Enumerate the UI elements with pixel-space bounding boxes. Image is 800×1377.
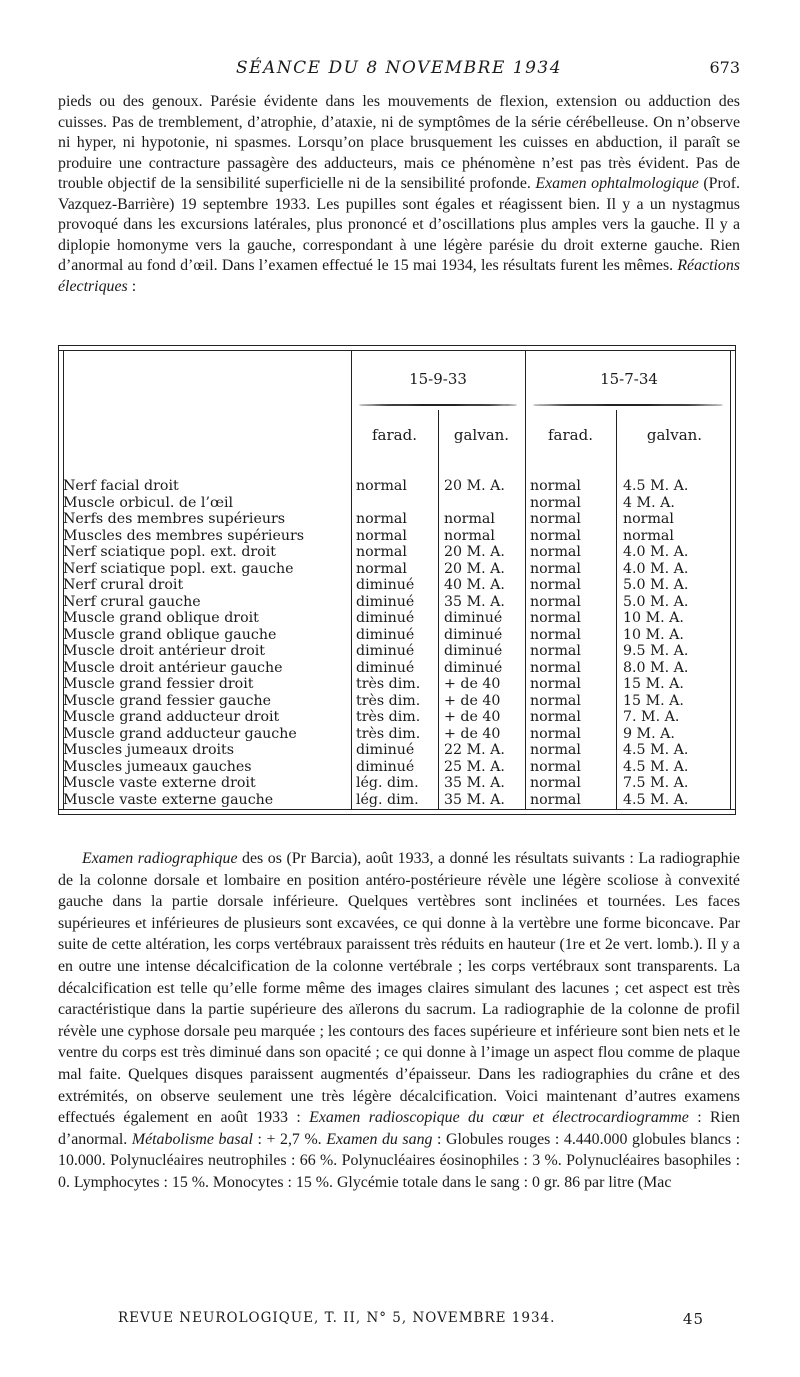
running-header [58,58,740,82]
table-row [59,594,735,611]
cell-farad-1934: normal [530,626,581,643]
cell-galvan-1934: 5.0 M. A. [623,593,689,610]
para1-text-b: (Prof. Vazquez-Barrière) 19 septembre 1933. Les pupilles sont égales et réagissent bien. Il y a un nystagmus provoqué dans les excursions latérales, plus prononcé et d’oscillations plus amples vers la gauche. Il y a diplopie homonyme vers la gauche, correspondant à une légère parésie du droit externe gauche. Rien d’anormal au fond d’œil. Dans l’examen effectué le 15 mai 1934, les résultats furent les mêmes. [58,175,740,274]
cell-farad-1933: normal [356,527,407,544]
cell-farad-1933: normal [356,511,407,527]
cell-galvan-1934: 15 M. A. [623,676,684,692]
table-row [59,528,735,545]
cell-farad-1934: normal [530,593,581,610]
cell-farad-1933: diminué [356,593,415,610]
table-bottom-double-rule [59,809,735,810]
row-label: Muscle grand adducteur droit [63,709,280,725]
para1-italic-electric: Réactions électriques [58,257,740,295]
cell-galvan-1934: 7. M. A. [623,709,680,725]
paragraph-radiographic-exam [58,848,740,1194]
cell-galvan-1934: 4.5 M. A. [623,742,689,758]
cell-galvan-1934: normal [623,527,674,544]
cell-galvan-1934: 4 M. A. [623,494,675,511]
subheader-galvan-1: galvan. [453,426,510,444]
date-brace-2 [533,404,723,406]
cell-farad-1934: normal [530,560,581,577]
cell-galvan-1934: 5.0 M. A. [623,577,689,593]
cell-galvan-1933: normal [444,527,495,544]
date-brace-1 [359,404,517,406]
table-row [59,627,735,644]
table-row [59,544,735,561]
row-label: Nerf crural droit [63,577,184,593]
cell-galvan-1933: 20 M. A. [444,560,505,577]
cell-farad-1933: normal [356,478,407,494]
cell-galvan-1934: 4.0 M. A. [623,560,689,577]
para2-text-d: : Globules rouges : 4.440.000 globules blancs : 10.000. Polynucléaires neutrophiles : 66 %. Polynucléaires éosinophiles : 3 %. Polynucléaires basophiles : 0. Lymphocytes : 15 %. Monocytes : 15 %. Glycémie totale dans le sang : 0 gr. 86 par litre (Mac [58,1130,740,1191]
cell-farad-1934: normal [530,544,581,560]
table-row [59,643,735,660]
subheader-farad-2: farad. [548,426,593,444]
table-row [59,478,735,495]
electrical-reactions-table [58,345,736,815]
cell-farad-1933: lég. dim. [356,775,419,791]
table-row [59,577,735,594]
para2-text-b: : Rien d’anormal. [58,1109,740,1148]
para2-text-a: des os (Pr Barcia), août 1933, a donné les résultats suivants : La radiographie de la colonne dorsale et lombaire en position antéro-postérieure révèle une légère scoliose à convexité gauche dans la partie dorsale inférieure. Quelques vertèbres sont inclinées et tournées. Les faces supérieures et inférieures de plusieurs sont excavées, ce qui donne à la vertèbre une forme biconcave. Par suite de cette altération, les corps vertébraux paraissent très réduits en hauteur (1re et 2e vert. lomb.). Il y a en outre une intense décalcification de la colonne vertébrale ; les corps vertébraux sont transparents. La décalcification est telle qu’elle forme même des images claires simulant des lacunes ; cet aspect est très caractéristique dans la partie supérieure des aïlerons du sacrum. La radiographie de la colonne de profil révèle une cyphose dorsale peu marquée ; les contours des faces supérieure et inférieure sont bien nets et le ventre du corps est très diminué dans son opacité ; ce qui donne à l’image un aspect flou comme de plaque mal faite. Quelques disques paraissent augmentés d’épaisseur. Dans les radiographies du crâne et des extrémités, on observe seulement une très légère décalcification. Voici maintenant d’autres examens effectués également en août 1933 : [58,850,740,1127]
subheader-farad-1: farad. [372,426,417,444]
cell-galvan-1933: 35 M. A. [444,593,505,610]
cell-farad-1934: normal [530,643,581,659]
cell-galvan-1933: diminué [444,626,503,643]
para2-italic-radiographic: Examen radiographique [82,850,238,867]
para2-italic-blood: Examen du sang [326,1130,433,1148]
row-label: Muscles jumeaux gauches [63,758,252,775]
cell-farad-1934: normal [530,758,581,775]
date-header-2: 15-7-34 [600,370,658,388]
cell-galvan-1933: + de 40 [444,709,501,725]
cell-galvan-1934: 4.5 M. A. [623,791,689,808]
cell-farad-1934: normal [530,527,581,544]
row-label: Muscle grand adducteur gauche [63,725,297,742]
date-header-1: 15-9-33 [409,370,467,388]
paragraph-clinical-exam [58,92,740,297]
cell-galvan-1934: 4.5 M. A. [623,758,689,775]
cell-farad-1933: diminué [356,742,415,758]
table-top-double-rule [59,350,735,351]
cell-farad-1933: normal [356,560,407,577]
cell-farad-1933: diminué [356,758,415,775]
cell-farad-1934: normal [530,676,581,692]
row-label: Muscle grand fessier droit [63,676,254,692]
cell-galvan-1933: diminué [444,659,503,676]
cell-galvan-1933: diminué [444,643,503,659]
cell-galvan-1933: 20 M. A. [444,544,505,560]
cell-galvan-1933: 35 M. A. [444,775,505,791]
para1-italic-ophthalmology: Examen ophtalmologique [535,175,699,192]
cell-farad-1933: très dim. [356,676,421,692]
row-label: Muscles des membres supérieurs [63,527,305,544]
cell-farad-1934: normal [530,791,581,808]
cell-farad-1934: normal [530,494,581,511]
cell-galvan-1934: 10 M. A. [623,626,684,643]
cell-galvan-1934: 9.5 M. A. [623,643,689,659]
row-label: Nerf crural gauche [63,593,201,610]
table-row [59,759,735,776]
cell-farad-1934: normal [530,478,581,494]
cell-farad-1934: normal [530,692,581,709]
row-label: Nerfs des membres supérieurs [63,511,286,527]
cell-farad-1934: normal [530,725,581,742]
row-label: Muscle droit antérieur gauche [63,659,283,676]
cell-galvan-1933: 22 M. A. [444,742,505,758]
cell-galvan-1933: + de 40 [444,725,501,742]
table-row [59,775,735,792]
table-row [59,709,735,726]
cell-galvan-1934: 8.0 M. A. [623,659,689,676]
cell-farad-1933: diminué [356,659,415,676]
cell-galvan-1933: + de 40 [444,692,501,709]
journal-reference: REVUE NEUROLOGIQUE, T. II, N° 5, NOVEMBRE 1934. [118,1310,556,1326]
cell-galvan-1934: 10 M. A. [623,610,684,626]
cell-galvan-1933: 40 M. A. [444,577,505,593]
cell-farad-1934: normal [530,775,581,791]
row-label: Muscle grand oblique gauche [63,626,277,643]
cell-galvan-1934: 4.0 M. A. [623,544,689,560]
para2-italic-metabolism: Métabolisme basal [131,1130,253,1148]
cell-galvan-1933: diminué [444,610,503,626]
cell-galvan-1933: 25 M. A. [444,758,505,775]
table-row [59,561,735,578]
row-label: Nerf facial droit [63,478,179,494]
table-row [59,792,735,809]
para2-text-c: : + 2,7 %. [252,1130,327,1148]
cell-galvan-1933: normal [444,511,495,527]
cell-farad-1933: diminué [356,610,415,626]
row-label: Muscle orbicul. de l’œil [63,494,234,511]
table-body [59,478,735,808]
page-number: 673 [709,58,740,77]
para1-text-a: pieds ou des genoux. Parésie évidente dans les mouvements de flexion, extension ou adduction des cuisses. Pas de tremblement, d’atrophie, d’ataxie, ni de symptômes de la série cérébelleuse. On n’observe ni hyper, ni hypotonie, ni spasmes. Lorsqu’on place brusquement les cuisses en abduction, il paraît se produire une contracture passagère des adducteurs, mais ce phénomène n’est pas très évident. Pas de trouble objectif de la sensibilité superficielle ni de la sensibilité profonde. [58,93,740,192]
cell-farad-1934: normal [530,742,581,758]
cell-farad-1933: diminué [356,577,415,593]
cell-farad-1933: lég. dim. [356,791,419,808]
cell-galvan-1933: 20 M. A. [444,478,505,494]
cell-galvan-1934: normal [623,511,674,527]
signature-number: 45 [682,1310,704,1328]
table-row [59,495,735,512]
table-row [59,726,735,743]
cell-galvan-1933: + de 40 [444,676,501,692]
table-row [59,742,735,759]
row-label: Nerf sciatique popl. ext. gauche [63,560,294,577]
row-label: Muscle vaste externe gauche [63,791,274,808]
row-label: Muscle grand oblique droit [63,610,259,626]
page-footer [58,1310,740,1332]
row-label: Nerf sciatique popl. ext. droit [63,544,276,560]
cell-galvan-1933: 35 M. A. [444,791,505,808]
cell-farad-1934: normal [530,511,581,527]
cell-farad-1933: très dim. [356,725,421,742]
cell-galvan-1934: 15 M. A. [623,692,684,709]
row-label: Muscles jumeaux droits [63,742,235,758]
cell-farad-1933: diminué [356,626,415,643]
cell-galvan-1934: 9 M. A. [623,725,675,742]
table-row [59,676,735,693]
cell-galvan-1934: 7.5 M. A. [623,775,689,791]
cell-farad-1933: très dim. [356,709,421,725]
para1-text-c: : [127,277,137,295]
cell-farad-1934: normal [530,610,581,626]
para2-italic-radioscopic: Examen radioscopique du cœur et électrocardiogramme [309,1109,689,1127]
cell-farad-1934: normal [530,577,581,593]
cell-farad-1934: normal [530,709,581,725]
row-label: Muscle grand fessier gauche [63,692,271,709]
cell-farad-1933: diminué [356,643,415,659]
table-row [59,693,735,710]
cell-farad-1934: normal [530,659,581,676]
running-title: SÉANCE DU 8 NOVEMBRE 1934 [235,58,563,78]
table-row [59,511,735,528]
cell-farad-1933: très dim. [356,692,421,709]
cell-farad-1933: normal [356,544,407,560]
cell-galvan-1934: 4.5 M. A. [623,478,689,494]
row-label: Muscle vaste externe droit [63,775,256,791]
subheader-galvan-2: galvan. [646,426,703,444]
table-row [59,660,735,677]
table-row [59,610,735,627]
row-label: Muscle droit antérieur droit [63,643,265,659]
